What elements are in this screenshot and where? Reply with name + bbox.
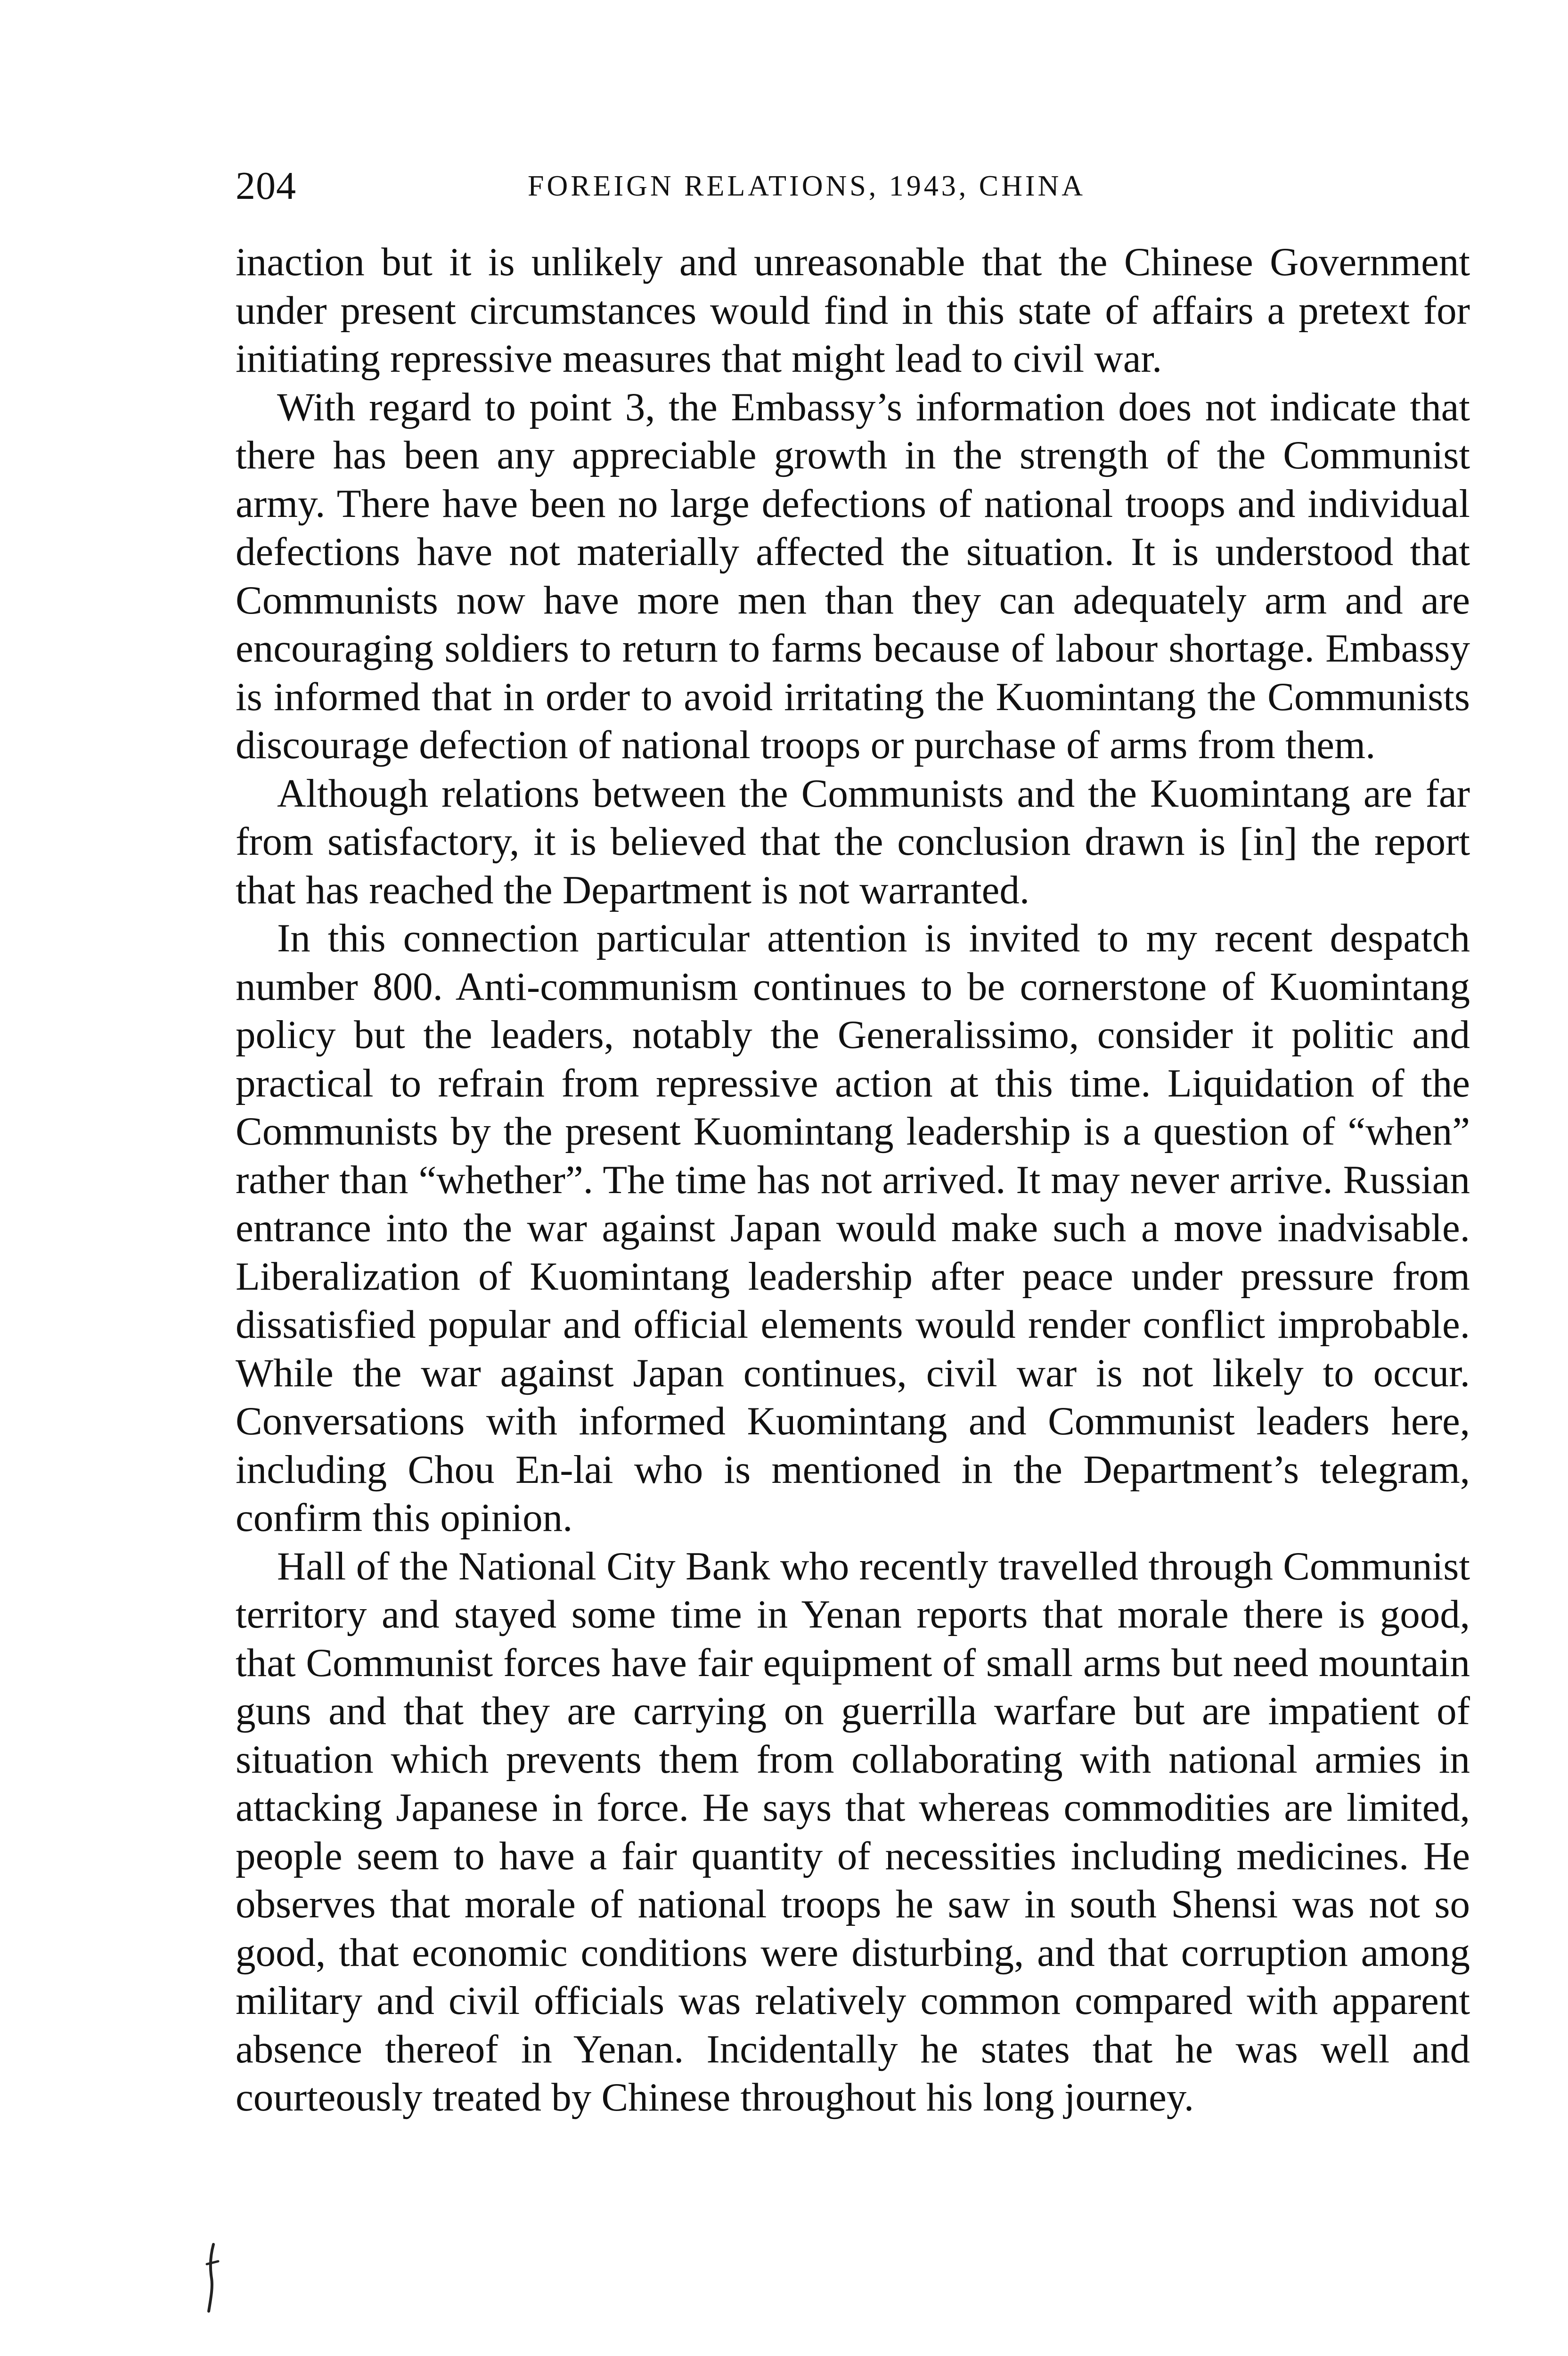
paragraph-hall-report: Hall of the National City Bank who recently travelled through Communist territory and stayed some time in Yenan reports that morale there is good, that Communist forces have fair equipment of small arms but need mountain guns and that they are carrying on guerrilla warfare but are impatient of situation which prevents them from collaborating with national armies in attacking Japanese in force. He says that whereas commodities are limited, people seem to have a fair quantity of necessities including medicines. He observes that morale of national troops he saw in south Shensi was not so good, that economic conditions were disturbing, and that corruption among military and civil officials was relatively common compared with apparent absence thereof in Yenan. Incidentally he states that he was well and courteously treated by Chinese throughout his long journey. [236,1544,1470,2119]
body-text [236,238,1470,2122]
paragraph-point-3: With regard to point 3, the Embassy’s information does not indicate that there has been any appreciable growth in the strength of the Communist army. There have been no large defections of national troops and individual defections have not materially affected the situation. It is understood that Communists now have more men than they can adequately arm and are encouraging soldiers to return to farms because of labour shortage. Embassy is informed that in order to avoid irritating the Kuomintang the Communists discourage defection of national troops or purchase of arms from them. [236,384,1470,767]
paragraph-continuation: inaction but it is unlikely and unreasonable that the Chinese Government under present circumstances would find in this state of affairs a pretext for initiating repressive measures that might lead to civil war. [236,240,1470,381]
paragraph-despatch-800: In this connection particular attention is invited to my recent despatch number 800. Anti-communism continues to be cornerstone of Kuomintang policy but the leaders, notably the Generalissimo, consider it politic and practical to refrain from repressive action at this time. Liquidation of the Communists by the present Kuomintang leadership is a question of “when” rather than “whether”. The time has not arrived. It may never arrive. Russian entrance into the war against Japan would make such a move inadvisable. Liberalization of Kuomintang leadership after peace under pressure from dissatisfied popular and official elements would render conflict improbable. While the war against Japan continues, civil war is not likely to occur. Conversations with informed Kuomintang and Communist leaders here, including Chou En-lai who is mentioned in the Department’s telegram, confirm this opinion. [236,916,1470,1540]
running-head: FOREIGN RELATIONS, 1943, CHINA [528,170,1086,202]
paragraph-relations: Although relations between the Communists and the Kuomintang are far from satisfactory, it is believed that the conclusion drawn is [in] the report that has reached the Department is not warranted. [236,771,1470,912]
handwritten-margin-mark-icon [200,2241,224,2316]
page-number: 204 [236,164,296,208]
page-header [236,160,1470,212]
